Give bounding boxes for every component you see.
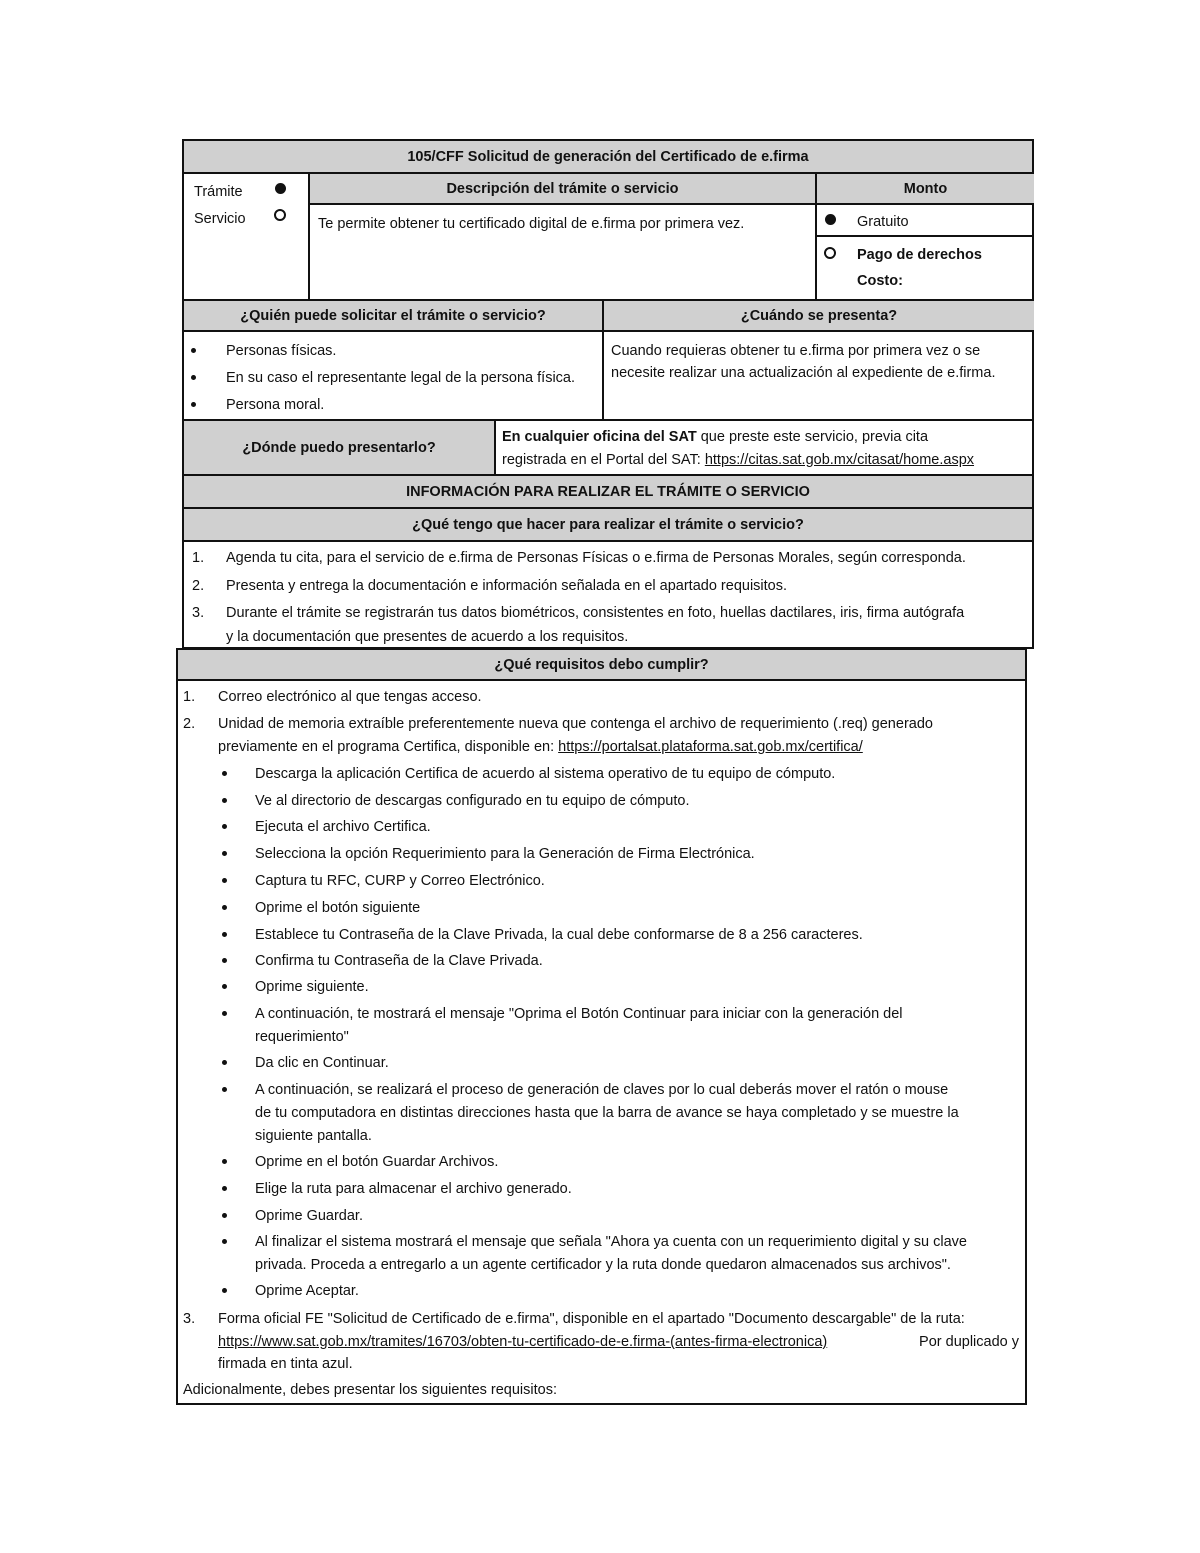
sub-step-text: Oprime el botón siguiente [255,900,421,916]
certifica-link[interactable]: https://portalsat.plataforma.sat.gob.mx/certifica/ [558,739,863,755]
sub-step-text: Da clic en Continuar. [255,1055,389,1071]
step-number: 2. [192,578,205,594]
item-number: 1. [183,689,196,705]
que-hacer-header: ¿Qué tengo que hacer para realizar el trámite o servicio? [184,507,1032,540]
formato-link[interactable]: https://www.sat.gob.mx/tramites/16703/obten-tu-certificado-de-e.firma-(antes-firma-electronica) [218,1334,828,1350]
step-number: 1. [192,550,205,566]
item-number: 3. [183,1311,196,1327]
sub-step-text: Selecciona la opción Requerimiento para la Generación de Firma Electrónica. [255,846,755,862]
pago-label: Pago de derechos [857,247,982,263]
bullet-icon [191,348,196,353]
monto-header: Monto [817,174,1034,205]
requisito-text [218,1333,1019,1351]
pago-radio-icon[interactable] [824,247,836,259]
quien-header: ¿Quién puede solicitar el trámite o servicio? [184,301,602,332]
bullet-icon [222,878,227,883]
sub-step-text: Ve al directorio de descargas configurado en tu equipo de cómputo. [255,793,690,809]
step-text: y la documentación que presentes de acuerdo a los requisitos. [226,629,629,645]
cuando-header: ¿Cuándo se presenta? [604,301,1034,332]
tramite-radio-selected-icon[interactable] [275,183,286,194]
donde-row [184,419,1032,474]
requisito-text: Unidad de memoria extraíble preferentemente nueva que contenga el archivo de requerimiento (.req) generado [218,716,933,732]
bullet-icon [222,1087,227,1092]
sub-step-text: Oprime Aceptar. [255,1283,359,1299]
requisito-text [218,738,863,756]
sub-step-text: privada. Proceda a entregarlo a un agente certificador y la ruta donde quedaron almacenados sus archivos". [255,1257,951,1273]
step-text: Presenta y entrega la documentación e información señalada en el apartado requisitos. [226,578,788,594]
donde-content [494,421,1034,474]
que-hacer-steps [184,540,1032,647]
bullet-icon [222,1159,227,1164]
quien-column [184,301,602,419]
bullet-icon [222,798,227,803]
bullet-icon [222,905,227,910]
item-number: 2. [183,716,196,732]
info-header: INFORMACIÓN PARA REALIZAR EL TRÁMITE O SERVICIO [184,474,1032,507]
donde-header: ¿Dónde puedo presentarlo? [184,421,494,474]
requisito-text: firmada en tinta azul. [218,1356,353,1372]
bullet-icon [222,1213,227,1218]
bullet-icon [222,932,227,937]
requisitos-header: ¿Qué requisitos debo cumplir? [178,650,1025,681]
bullet-icon [222,958,227,963]
bullet-icon [222,1239,227,1244]
donde-text-line [502,428,928,446]
bullet-icon [222,851,227,856]
sub-step-text: Oprime en el botón Guardar Archivos. [255,1154,499,1170]
donde-text-line [502,451,974,469]
step-number: 3. [192,605,205,621]
requisitos-table [176,648,1027,1405]
description-header: Descripción del trámite o servicio [310,174,815,205]
monto-column [815,174,1034,299]
description-text: Te permite obtener tu certificado digital de e.firma por primera vez. [318,216,745,232]
closing-text: Adicionalmente, debes presentar los siguientes requisitos: [183,1382,557,1398]
servicio-radio-icon[interactable] [274,209,286,221]
step-text: Durante el trámite se registrarán tus datos biométricos, consistentes en foto, huellas dactilares, iris, firma autógrafa [226,605,965,621]
summary-row [184,172,1032,299]
bullet-icon [191,402,196,407]
tramite-info-table [182,139,1034,649]
bullet-icon [222,771,227,776]
sub-step-text: A continuación, se realizará el proceso de generación de claves por lo cual deberás mover el ratón o mouse [255,1082,949,1098]
sub-step-text: de tu computadora en distintas direcciones hasta que la barra de avance se haya completado y se muestre la [255,1105,959,1121]
donde-bold-text: En cualquier oficina del SAT [502,429,697,445]
sub-step-text: Oprime Guardar. [255,1208,363,1224]
sub-step-text: Ejecuta el archivo Certifica. [255,819,431,835]
sub-step-text: Descarga la aplicación Certifica de acuerdo al sistema operativo de tu equipo de cómputo. [255,766,836,782]
sub-step-text: Al finalizar el sistema mostrará el mensaje que señala "Ahora ya cuenta con un requerimiento digital y su clave [255,1234,967,1250]
bullet-icon [191,375,196,380]
gratuito-option[interactable] [817,205,1034,237]
sub-step-text: Elige la ruta para almacenar el archivo generado. [255,1181,572,1197]
list-item: Persona moral. [226,397,325,413]
description-column [308,174,815,299]
bullet-icon [222,984,227,989]
tramite-label: Trámite [194,184,243,200]
sub-step-text: Confirma tu Contraseña de la Clave Privada. [255,953,543,969]
list-item: En su caso el representante legal de la persona física. [226,370,576,386]
sub-step-text: Oprime siguiente. [255,979,369,995]
bullet-icon [222,1060,227,1065]
requisito-text-part: previamente en el programa Certifica, disponible en: [218,739,559,755]
donde-text: registrada en el Portal del SAT: [502,452,705,468]
cuando-column [602,301,1034,419]
servicio-label: Servicio [194,211,246,227]
costo-label: Costo: [857,273,903,289]
citas-link[interactable]: https://citas.sat.gob.mx/citasat/home.aspx [704,452,975,468]
type-selector [184,174,308,299]
pago-option[interactable] [817,237,1034,299]
requisito-text: Correo electrónico al que tengas acceso. [218,689,482,705]
quien-cuando-row [184,299,1032,419]
cuando-text-line: necesite realizar una actualización al expediente de e.firma. [611,365,996,381]
cuando-text-line: Cuando requieras obtener tu e.firma por primera vez o se [611,343,981,359]
bullet-icon [222,824,227,829]
sub-step-text: requerimiento" [255,1029,349,1045]
bullet-icon [222,1288,227,1293]
page-title: 105/CFF Solicitud de generación del Certificado de e.firma [407,148,809,165]
donde-text-rest: que preste este servicio, previa cita [696,429,929,445]
gratuito-label: Gratuito [857,214,909,230]
step-text: Agenda tu cita, para el servicio de e.firma de Personas Físicas o e.firma de Personas Morales, según corresponda. [226,550,966,566]
gratuito-radio-selected-icon[interactable] [825,214,836,225]
requisito-text-part: Por duplicado y [919,1334,1019,1350]
bullet-icon [222,1011,227,1016]
table-title [184,141,1032,172]
sub-step-text: A continuación, te mostrará el mensaje "Oprima el Botón Continuar para iniciar con la generación del [255,1006,903,1022]
sub-step-text: Captura tu RFC, CURP y Correo Electrónico. [255,873,545,889]
sub-step-text: Establece tu Contraseña de la Clave Privada, la cual debe conformarse de 8 a 256 caracteres. [255,927,863,943]
bullet-icon [222,1186,227,1191]
sub-step-text: siguiente pantalla. [255,1128,372,1144]
requisito-text: Forma oficial FE "Solicitud de Certificado de e.firma", disponible en el apartado "Documento descargable" de la ruta: [218,1311,965,1327]
list-item: Personas físicas. [226,343,337,359]
